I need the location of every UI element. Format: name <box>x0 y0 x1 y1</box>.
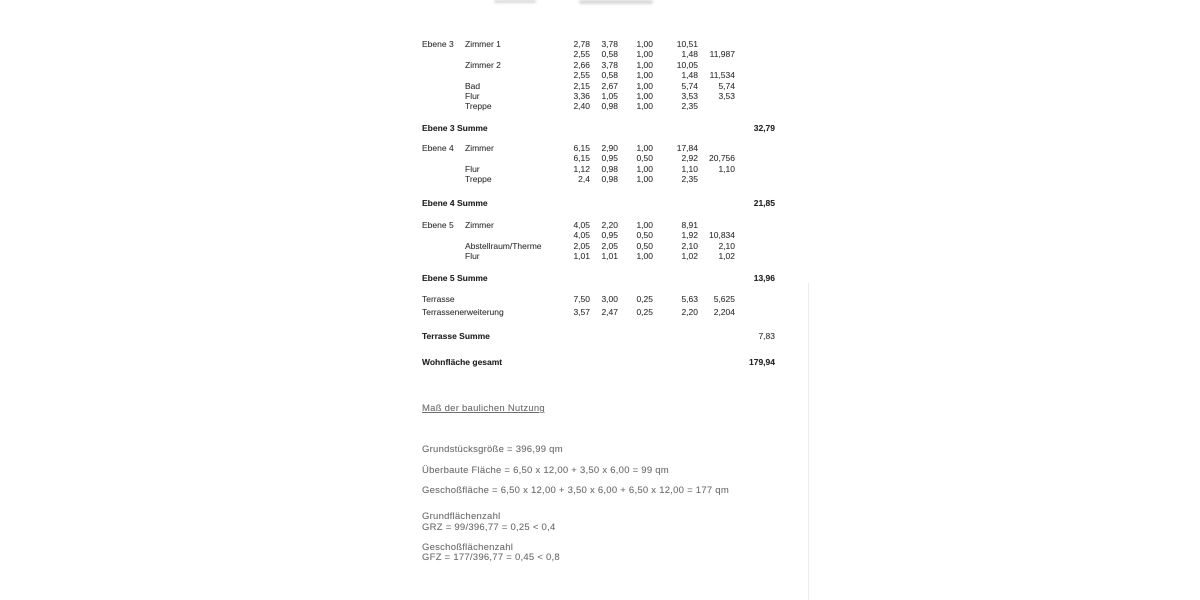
value-cell: 0,50 <box>636 230 653 241</box>
summe-value: 13,96 <box>753 272 775 283</box>
value-cell: 2,67 <box>601 80 618 91</box>
level-cell: Terrassenerweiterung <box>422 306 504 317</box>
value-cell: 1,00 <box>636 143 653 153</box>
value-cell <box>698 101 735 111</box>
value-cell: 1,00 <box>636 80 653 91</box>
value-cell: 0,25 <box>636 293 653 304</box>
value-cell: 2,55 <box>573 49 590 60</box>
room-cell: Zimmer <box>465 220 494 230</box>
value-cell: 8,91 <box>681 220 698 230</box>
value-cell: 2,204 <box>713 306 735 317</box>
summe-row <box>422 273 775 283</box>
value-cell: 10,05 <box>676 59 698 70</box>
value-cell: 4,05 <box>573 220 590 230</box>
value-cell: 3,53 <box>681 90 698 101</box>
value-cell <box>698 60 735 70</box>
value-cell: 1,00 <box>636 39 653 49</box>
value-cell: 0,58 <box>601 49 618 60</box>
table-row <box>422 101 735 111</box>
value-cell: 0,95 <box>601 230 618 241</box>
value-cell: 2,78 <box>573 39 590 49</box>
value-cell: 1,00 <box>636 220 653 230</box>
value-cell: 1,00 <box>636 90 653 101</box>
value-cell: 10,834 <box>709 230 735 241</box>
room-cell <box>465 70 563 80</box>
value-cell: 1,01 <box>601 251 618 262</box>
room-cell <box>465 153 563 163</box>
value-cell: 0,98 <box>601 101 618 112</box>
table-row <box>422 153 735 163</box>
room-cell <box>465 307 563 320</box>
level-cell <box>422 70 465 80</box>
level-cell <box>422 153 465 163</box>
value-cell: 2,35 <box>681 101 698 112</box>
value-cell: 1,02 <box>681 251 698 262</box>
room-cell: Abstellraum/Therme <box>465 240 542 251</box>
value-cell: 11,534 <box>709 70 735 81</box>
value-cell: 5,625 <box>713 293 735 304</box>
geschossflaeche-line: Geschoßfläche = 6,50 x 12,00 + 3,50 x 6,00 + 6,50 x 12,00 = 177 qm <box>422 485 729 496</box>
value-cell: 0,58 <box>601 70 618 81</box>
table-row <box>422 251 735 261</box>
geschossflaechenzahl-label: Geschoßflächenzahl <box>422 541 514 553</box>
level-cell <box>422 60 465 70</box>
grz-line: GRZ = 99/396,77 = 0,25 < 0,4 <box>422 521 556 533</box>
room-cell <box>465 230 563 240</box>
value-cell: 2,92 <box>681 153 698 164</box>
summe-row <box>422 123 775 133</box>
value-cell: 1,00 <box>636 174 653 185</box>
summe-label: Ebene 3 Summe <box>422 122 488 133</box>
level-cell <box>422 101 465 111</box>
value-cell: 3,53 <box>718 90 735 101</box>
value-cell: 1,48 <box>681 49 698 60</box>
grand-total-value: 179,94 <box>749 356 775 367</box>
room-cell: Zimmer 1 <box>465 39 501 49</box>
summe-row <box>422 331 775 341</box>
value-cell: 2,15 <box>573 80 590 91</box>
value-cell <box>698 39 735 49</box>
value-cell: 6,15 <box>573 143 590 153</box>
value-cell: 7,50 <box>573 293 590 304</box>
room-cell: Zimmer <box>465 143 494 153</box>
value-cell: 1,00 <box>636 59 653 70</box>
room-cell: Treppe <box>465 101 492 112</box>
grundstuecksgroesse-line: Grundstücksgröße = 396,99 qm <box>422 444 563 455</box>
level-cell: Terrasse <box>422 293 455 304</box>
value-cell: 2,40 <box>573 101 590 112</box>
value-cell <box>698 174 735 184</box>
room-cell: Treppe <box>465 174 492 185</box>
room-cell <box>465 49 563 59</box>
value-cell: 2,20 <box>601 220 618 230</box>
value-cell: 17,84 <box>676 143 698 153</box>
table-row <box>422 81 735 91</box>
value-cell: 2,47 <box>601 306 618 317</box>
value-cell: 3,36 <box>573 90 590 101</box>
level-cell <box>422 91 465 101</box>
value-cell: 3,78 <box>601 39 618 49</box>
table-section <box>422 220 735 262</box>
value-cell: 2,35 <box>681 174 698 185</box>
value-cell: 5,74 <box>718 80 735 91</box>
value-cell: 2,05 <box>573 240 590 251</box>
level-cell <box>422 81 465 91</box>
value-cell: 5,74 <box>681 80 698 91</box>
value-cell: 4,05 <box>573 230 590 241</box>
room-cell: Bad <box>465 80 481 91</box>
table-row <box>422 307 735 320</box>
value-cell: 1,00 <box>636 101 653 112</box>
value-cell: 6,15 <box>573 153 590 164</box>
value-cell: 0,50 <box>636 153 653 164</box>
level-cell <box>422 241 465 251</box>
value-cell: 2,05 <box>601 240 618 251</box>
room-cell: Flur <box>465 163 480 174</box>
value-cell: 2,90 <box>601 143 618 153</box>
value-cell: 0,98 <box>601 174 618 185</box>
table-row <box>422 143 735 153</box>
value-cell: 2,55 <box>573 70 590 81</box>
value-cell: 3,78 <box>601 59 618 70</box>
ueberbaute-flaeche-line: Überbaute Fläche = 6,50 x 12,00 + 3,50 x 6,00 = 99 qm <box>422 464 669 476</box>
summe-label: Terrasse Summe <box>422 330 490 341</box>
value-cell: 3,00 <box>601 293 618 304</box>
summe-label: Ebene 5 Summe <box>422 272 488 283</box>
grand-total-row <box>422 357 775 367</box>
value-cell <box>698 143 735 153</box>
table-row <box>422 39 735 49</box>
summe-value: 7,83 <box>758 330 775 341</box>
summe-value: 32,79 <box>753 122 775 133</box>
value-cell: 1,01 <box>573 251 590 262</box>
value-cell: 1,00 <box>636 70 653 81</box>
value-cell: 10,51 <box>676 39 698 49</box>
summe-value: 21,85 <box>753 197 775 208</box>
value-cell: 1,10 <box>718 163 735 174</box>
room-cell: Zimmer 2 <box>465 59 501 70</box>
value-cell: 1,00 <box>636 251 653 262</box>
table-section <box>422 143 735 185</box>
level-cell <box>422 174 465 184</box>
value-cell: 1,10 <box>681 163 698 174</box>
value-cell: 1,92 <box>681 230 698 241</box>
table-row <box>422 164 735 174</box>
value-cell: 0,50 <box>636 240 653 251</box>
nutzung-heading: Maß der baulichen Nutzung <box>422 403 545 414</box>
level-cell <box>422 251 465 261</box>
value-cell: 1,00 <box>636 49 653 60</box>
summe-label: Ebene 4 Summe <box>422 197 488 208</box>
level-cell <box>422 230 465 240</box>
level-cell: Ebene 4 <box>422 143 454 153</box>
value-cell: 1,02 <box>718 251 735 262</box>
room-cell: Flur <box>465 251 480 262</box>
table-row <box>422 174 735 184</box>
value-cell: 0,25 <box>636 306 653 317</box>
table-row <box>422 220 735 230</box>
room-cell <box>465 294 563 307</box>
value-cell: 2,10 <box>718 240 735 251</box>
value-cell: 11,987 <box>709 49 735 60</box>
value-cell: 2,20 <box>681 306 698 317</box>
value-cell: 20,756 <box>709 153 735 164</box>
value-cell: 2,4 <box>578 174 590 185</box>
table-row <box>422 294 735 307</box>
value-cell: 2,10 <box>681 240 698 251</box>
value-cell: 3,57 <box>573 306 590 317</box>
value-cell: 1,00 <box>636 163 653 174</box>
value-cell <box>698 220 735 230</box>
table-row <box>422 49 735 59</box>
summe-row <box>422 198 775 208</box>
grand-total-label: Wohnfläche gesamt <box>422 356 503 367</box>
value-cell: 1,48 <box>681 70 698 81</box>
value-cell: 2,66 <box>573 59 590 70</box>
grundflaechenzahl-label: Grundflächenzahl <box>422 511 501 522</box>
value-cell: 1,12 <box>573 163 590 174</box>
gfz-line: GFZ = 177/396,77 = 0,45 < 0,8 <box>422 552 560 563</box>
value-cell: 1,05 <box>601 90 618 101</box>
table-row <box>422 60 735 70</box>
value-cell: 0,98 <box>601 163 618 174</box>
value-cell: 0,95 <box>601 153 618 164</box>
room-cell: Flur <box>465 90 480 101</box>
table-section <box>422 294 735 320</box>
value-cell: 5,63 <box>681 293 698 304</box>
table-row <box>422 241 735 251</box>
table-row <box>422 91 735 101</box>
table-section <box>422 39 735 112</box>
level-cell <box>422 49 465 59</box>
level-cell: Ebene 5 <box>422 220 454 230</box>
level-cell: Ebene 3 <box>422 39 454 49</box>
table-row <box>422 70 735 80</box>
table-row <box>422 230 735 240</box>
level-cell <box>422 164 465 174</box>
